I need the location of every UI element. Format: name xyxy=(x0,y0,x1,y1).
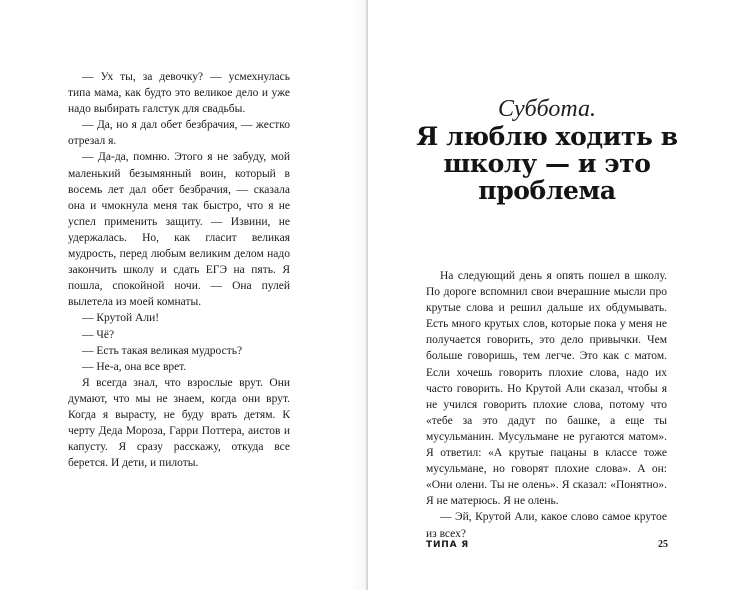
paragraph: — Ух ты, за девочку? — усмехнулась типа мама, как будто это великое дело и уже надо выбирать галстук для свадьбы. xyxy=(68,71,290,116)
paragraph: На следующий день я опять пошел в школу. По дороге вспомнил свои вчерашние мысли про крутые слова и решил дальше их обдумывать. Есть много крутых слов, которые пока у меня не получается говорить, это дело привычки. Чем больше говоришь, тем легче. Это как с матом. Если хочешь говорить плохие слова, надо их часто говорить. Но Крутой Али сказал, чтобы я не учился говорить плохие слова, потому что «тебе за это дадут по башке, а еще ты мусульманин. Мусульмане не ругаются матом». Я ответил: «А крутые пацаны в классе тоже мусульмане, но говорят плохие слова». А он: «Они олени. Ты не олень». Я сказал: «Понятно». Я не матерюсь. Я не олень. xyxy=(426,270,667,508)
paragraph: — Эй, Крутой Али, какое слово самое крутое из всех? xyxy=(426,511,667,540)
paragraph: Я всегда знал, что взрослые врут. Они думают, что мы не знаем, когда они врут. Когда я вырасту, не буду врать детям. К черту Деда Мороза, Гарри Поттера, аистов и капусту. Я сразу расскажу, откуда все берется. И дети, и пилоты. xyxy=(68,376,290,470)
page-number: 25 xyxy=(658,539,668,550)
gutter-shadow xyxy=(350,0,366,590)
left-page xyxy=(0,0,367,590)
chapter-heading xyxy=(396,96,698,204)
paragraph: — Да, но я дал обет безбрачия, — жестко отрезал я. xyxy=(68,119,290,148)
running-foot: ТИПА Я xyxy=(426,540,470,550)
left-page-text xyxy=(68,69,290,471)
paragraph: — Да-да, помню. Этого я не забуду, мой маленький безымянный воин, который в восемь лет дал обет безбрачия, — сказала она и чмокнула меня так быстро, что я не успел применить защиту. — Извини, не удержалась. Но, как гласит великая мудрость, перед любым великим делом надо закончить школу и сдать ЕГЭ на пять. Я пошла, спокойной ночи. — Она пулей вылетела из моей комнаты. xyxy=(68,151,290,309)
chapter-title: Я люблю ходить в школу — и это проблема xyxy=(416,122,678,205)
chapter-day: Суббота. xyxy=(497,96,597,122)
paragraph: — Крутой Али! xyxy=(82,312,160,325)
right-page-text xyxy=(426,268,667,542)
paragraph: — Не-а, она все врет. xyxy=(82,360,187,373)
paragraph: — Есть такая великая мудрость? xyxy=(82,344,243,357)
paragraph: — Чё? xyxy=(82,328,115,341)
